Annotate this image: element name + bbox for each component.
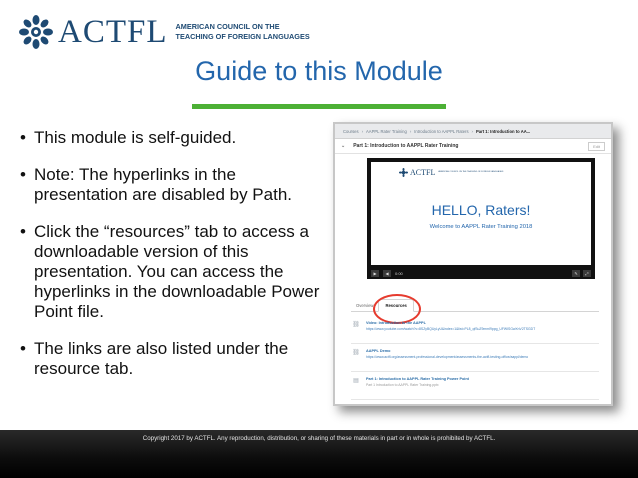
bullet-text: Click the “resources” tab to access a downloadable version of this presentation. You can access the hyperlinks in the downloadable Power Point file. [34,222,320,321]
actfl-logo [18,12,310,52]
resource-title[interactable]: AAPPL Demo [366,349,391,353]
bullet-item [20,339,326,379]
breadcrumb-course[interactable]: AAPPL Rater Training [366,128,407,134]
video-controls [367,267,595,279]
resource-url[interactable]: https://www.actfl.org/assessment-professional-development/assessments-the-actfl-testing-office/aappl/demo [366,355,529,359]
video-logo-sub: AMERICAN COUNCIL ON THE TEACHING OF FOREIGN LANGUAGES [438,171,504,173]
resource-item[interactable] [351,373,599,400]
lms-screenshot [333,122,613,406]
breadcrumb-separator: › [471,128,473,134]
resource-url[interactable]: https://www.youtube.com/watch?v=8SZyBQUyLyU&index=1&list=PL8_qfSuZ9mmI9ppg_UFWISGwXnV2TSGDT [366,327,536,331]
logo-subtitle-line1: AMERICAN COUNCIL ON THE [175,22,280,31]
link-icon: ⛓ [352,322,360,328]
resource-text [366,317,599,343]
lesson-title: Part 1: Introduction to AAPPL Rater Training [353,143,459,149]
bullet-dot: • [20,165,26,184]
fullscreen-icon[interactable]: ⤢ [583,270,591,277]
bullet-item [20,222,326,322]
bullet-text: The links are also listed under the resource tab. [34,339,289,378]
resource-item[interactable] [351,317,599,344]
resource-title[interactable]: Part 1: Introduction to AAPPL Rater Training Power Point [366,377,469,381]
resource-filename: Part 1 Introduction to AAPPL Rater Training.pptx [366,383,439,387]
video-heading: HELLO, Raters! [431,202,531,218]
resource-title[interactable]: Video: Introduction to the AAPPL [366,321,426,325]
bullet-text: Note: The hyperlinks in the presentation are disabled by Path. [34,165,293,204]
settings-icon[interactable]: ✎ [572,270,580,277]
breadcrumb-current: Part 1: Introduction to AA... [475,128,531,134]
edit-button[interactable]: Edit [588,142,605,151]
resource-text [366,345,599,371]
video-logo-word: ACTFL [410,168,436,177]
breadcrumb-courses[interactable]: Courses [343,128,359,134]
bullet-item [20,128,326,148]
actfl-seal-icon [399,168,408,177]
video-time: 0:00 [395,270,403,276]
file-icon: ▤ [353,378,359,384]
breadcrumb-section[interactable]: Introduction to AAPPL Raters [414,128,469,134]
video-slide [371,162,591,265]
video-actfl-logo [399,168,503,177]
play-icon[interactable]: ▶ [371,270,379,277]
tab-resources[interactable]: Resources [378,299,413,312]
breadcrumb-separator: › [361,128,363,134]
title-underline [192,104,446,109]
lesson-header [335,139,611,154]
volume-icon[interactable]: ◀ [383,270,391,277]
chevron-down-icon[interactable]: ⌄ [341,143,346,149]
resource-item[interactable] [351,345,599,372]
video-subheading: Welcome to AAPPL Rater Training 2018 [429,224,533,230]
video-player[interactable] [367,158,595,279]
tab-overview[interactable]: Overview [356,303,374,308]
bullet-dot: • [20,339,26,358]
bullet-text: This module is self-guided. [34,128,237,147]
bullet-list [20,128,326,396]
logo-subtitle-line2: TEACHING OF FOREIGN LANGUAGES [175,32,310,41]
breadcrumb-separator: › [409,128,412,134]
logo-subtitle [176,22,310,42]
bullet-item [20,165,326,205]
slide-title: Guide to this Module [195,56,443,86]
logo-wordmark: ACTFL [58,13,168,50]
actfl-seal-icon [18,14,54,50]
resource-text [366,373,599,399]
bullet-dot: • [20,128,26,147]
link-icon: ⛓ [352,350,360,356]
copyright-notice: Copyright 2017 by ACTFL. Any reproduction, distribution, or sharing of these materials in part or in whole is prohibited by ACTFL. [142,435,496,442]
bullet-dot: • [20,222,26,241]
video-right-controls [572,270,591,277]
breadcrumb [335,124,611,139]
